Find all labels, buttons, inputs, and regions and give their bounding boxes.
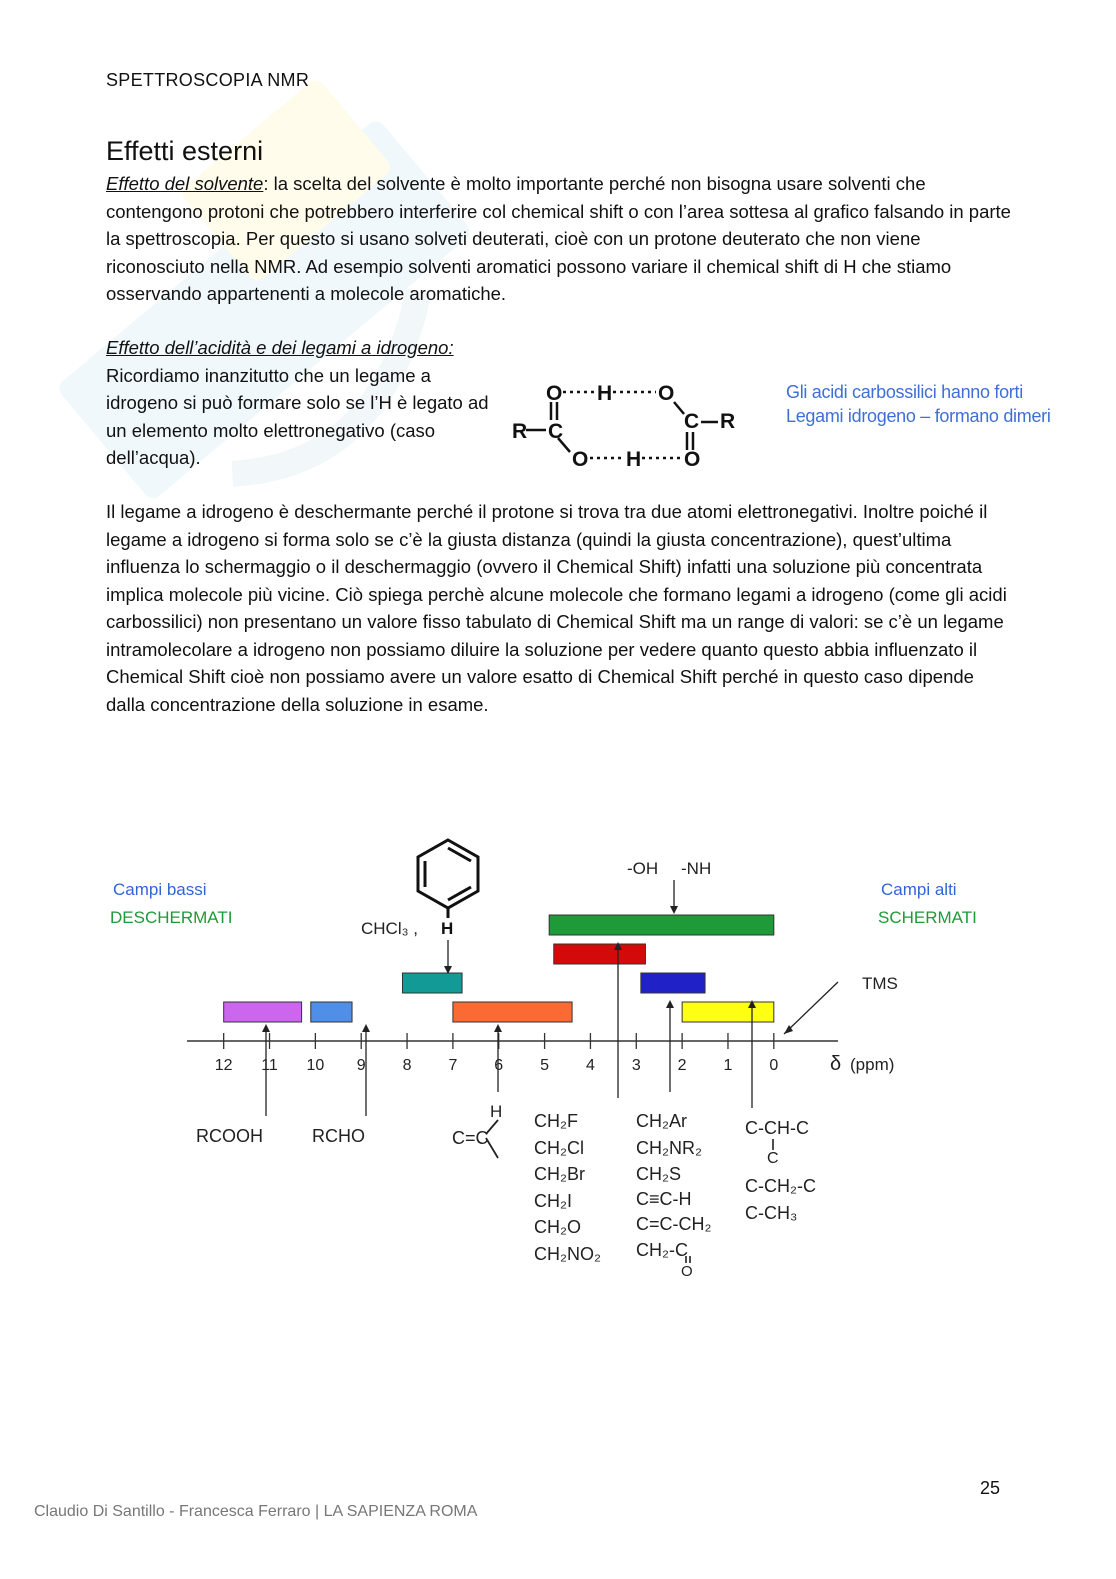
shift-range-vinyl xyxy=(453,1002,572,1022)
benzylic-group-label: C=C-CH₂ xyxy=(636,1214,712,1234)
tick-label: 12 xyxy=(214,1057,233,1074)
left-label-line2: DESCHERMATI xyxy=(110,908,233,927)
benzylic-group-label: CH₂Ar xyxy=(636,1111,687,1131)
carboxylic-dimer-diagram xyxy=(506,372,746,477)
benzylic-group-label: CH₂NR₂ xyxy=(636,1138,702,1158)
alkyl-group-label: C-CH₃ xyxy=(745,1203,798,1223)
dimer-caption-line: Legami idrogeno – formano dimeri xyxy=(786,406,1051,426)
acidity-text: Ricordiamo inanzitutto che un legame a idrogeno si può formare solo se l’H è legato ad un elemento molto elettronegativo (caso dell’acqua). xyxy=(106,364,489,468)
tick-label: 9 xyxy=(356,1057,366,1074)
dimer-atom: H xyxy=(626,448,642,471)
halide-group-label: CH₂I xyxy=(534,1191,572,1211)
tick-label: 2 xyxy=(677,1057,687,1074)
group-rcooh-label: RCOOH xyxy=(196,1126,263,1146)
section-title: Effetti esterni xyxy=(106,136,264,166)
oh-label: -OH xyxy=(627,859,659,878)
group-alkene-label: C=C xyxy=(452,1128,489,1148)
acidity-paragraph xyxy=(106,334,496,472)
tick-label: 3 xyxy=(631,1057,641,1074)
carbonyl-o-label: O xyxy=(681,1263,693,1280)
tick-label: 1 xyxy=(723,1057,733,1074)
dimer-atom: O xyxy=(546,382,563,405)
halide-group-label: CH₂F xyxy=(534,1111,578,1131)
tick-label: 6 xyxy=(494,1057,504,1074)
halide-group-label: CH₂O xyxy=(534,1217,581,1237)
dimer-atom: O xyxy=(658,382,675,405)
group-rcho-label: RCHO xyxy=(312,1126,365,1146)
document-header: SPETTROSCOPIA NMR xyxy=(106,70,310,90)
shift-range-aromatic xyxy=(402,973,462,993)
chcl3-label: CHCl₃ , xyxy=(361,919,418,938)
dimer-caption xyxy=(786,380,1051,428)
shift-range-ch2ar xyxy=(641,973,705,993)
shift-range-ch2x xyxy=(554,944,646,964)
group-alkene-h-label: H xyxy=(490,1102,503,1121)
dimer-atom: O xyxy=(572,448,589,471)
solvent-paragraph xyxy=(106,170,1011,308)
axis-unit: (ppm) xyxy=(850,1055,895,1074)
dimer-atom: R xyxy=(512,420,528,443)
halide-group-label: CH₂Br xyxy=(534,1164,585,1184)
halide-group-label: CH₂NO₂ xyxy=(534,1244,601,1264)
axis-symbol: δ xyxy=(830,1053,842,1075)
nh-label: -NH xyxy=(681,859,712,878)
shift-range-oh-nh xyxy=(549,915,774,935)
solvent-lead: Effetto del solvente xyxy=(106,173,264,194)
tms-label: TMS xyxy=(862,974,898,993)
tick-label: 10 xyxy=(306,1057,325,1074)
left-label-line1: Campi bassi xyxy=(113,880,207,899)
tick-label: 0 xyxy=(769,1057,779,1074)
benzylic-group-label: CH₂S xyxy=(636,1164,681,1184)
tick-label: 11 xyxy=(261,1057,278,1074)
tick-label: 7 xyxy=(448,1057,458,1074)
benzene-icon xyxy=(418,840,478,918)
page-number: 25 xyxy=(980,1478,1001,1498)
right-label-line2: SCHERMATI xyxy=(878,908,977,927)
footer-credits: Claudio Di Santillo - Francesca Ferraro | LA SAPIENZA ROMA xyxy=(34,1503,478,1520)
shift-range-alkyl xyxy=(682,1002,774,1022)
right-label-line1: Campi alti xyxy=(881,880,957,899)
alkyl-group-label: C-CH₂-C xyxy=(745,1176,816,1196)
dimer-atom: C xyxy=(548,420,564,443)
dimer-atom: R xyxy=(720,410,736,433)
tick-label: 5 xyxy=(540,1057,550,1074)
acidity-lead: Effetto dell’acidità e dei legami a idrogeno: xyxy=(106,337,454,358)
shift-range-rcooh xyxy=(224,1002,302,1022)
hbond-paragraph: Il legame a idrogeno è deschermante perché il protone si trova tra due atomi elettronegativi. Inoltre poiché il legame a idrogeno si forma solo se c’è la giusta distanza (quindi la giusta concentrazione), quest’ultima influenza lo schermaggio o il deschermaggio (ovvero il Chemical Shift) infatti una soluzione più concentrata implica molecole più vicine. Ciò spiega perchè alcune molecole che formano legami a idrogeno (come gli acidi carbossilici) non presentano un valore fisso tabulato di Chemical Shift ma un range di valori: se c’è un legame intramolecolare a idrogeno non possiamo diluire la soluzione per vedere quanto questo abbia influenzato il Chemical Shift cioè non possiamo avere un valore esatto di Chemical Shift perché in questo caso dipende dalla concentrazione della soluzione in esame. xyxy=(106,501,1007,715)
tick-label: 4 xyxy=(585,1057,595,1074)
dimer-atom: H xyxy=(597,382,613,405)
solvent-text: : la scelta del solvente è molto importante perché non bisogna usare solventi che contengono protoni che potrebbero interferire col chemical shift o con l’area sottesa al grafico falsando in parte la spettroscopia. Per questo si usano solveti deuterati, cioè con un protone deuterato che non viene riconosciuto nella NMR. Ad esempio solventi aromatici possono variare il chemical shift di H che stiamo osservando appartenenti a molecole aromatiche. xyxy=(106,173,1011,304)
benzene-h-label: H xyxy=(441,919,454,938)
benzylic-group-label: CH₂-C xyxy=(636,1240,688,1260)
benzylic-group-label: C≡C-H xyxy=(636,1189,692,1209)
dimer-atom: O xyxy=(684,448,701,471)
shift-range-rcho xyxy=(311,1002,352,1022)
tick-label: 8 xyxy=(402,1057,412,1074)
alkyl-c-label: C xyxy=(767,1150,779,1167)
alkyl-ch-label: C-CH-C xyxy=(745,1118,809,1138)
dimer-atom: C xyxy=(684,410,700,433)
dimer-caption-line: Gli acidi carbossilici hanno forti xyxy=(786,382,1023,402)
halide-group-label: CH₂Cl xyxy=(534,1138,584,1158)
nmr-shift-chart xyxy=(100,830,1000,1290)
